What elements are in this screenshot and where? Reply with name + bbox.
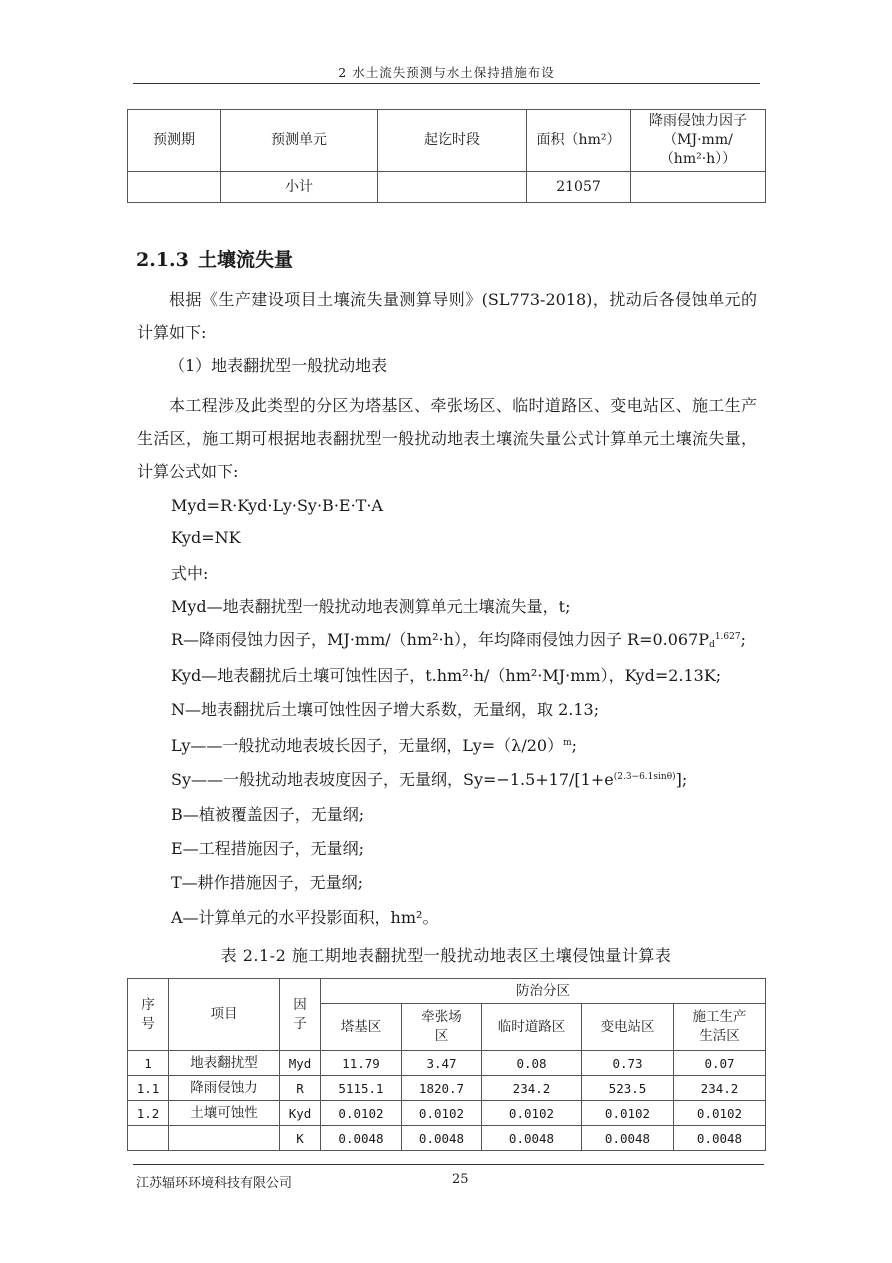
header-rule (133, 83, 760, 84)
table-cell: 11.79 (321, 1051, 402, 1076)
table-cell: 0.0102 (402, 1101, 482, 1126)
table-cell: K (280, 1126, 321, 1151)
table-cell: 234.2 (674, 1076, 766, 1101)
table-cell: 0.0048 (402, 1126, 482, 1151)
table-cell: 0.08 (482, 1051, 582, 1076)
table-cell: 1.1 (128, 1076, 169, 1101)
definition-b: B—植被覆盖因子，无量纲; (171, 805, 365, 824)
definition-kyd: Kyd—地表翻扰后土壤可蚀性因子，t.hm²·h/（hm²·MJ·mm），Kyd=2.13K; (171, 666, 722, 685)
table-cell: 523.5 (582, 1076, 674, 1101)
section-number: 2.1.3 (136, 249, 189, 271)
col-header-zones: 防治分区 (321, 979, 766, 1004)
table-cell: 小计 (221, 172, 378, 203)
formula-kyd: Kyd=NK (171, 528, 241, 547)
col-header: 降雨侵蚀力因子 （MJ·mm/ （hm²·h）） (631, 110, 766, 172)
col-header-factor: 因 子 (280, 979, 321, 1051)
col-header: 预测单元 (221, 110, 378, 172)
col-header: 预测期 (128, 110, 221, 172)
zone-header: 牵张场 区 (402, 1004, 482, 1051)
definition-sy: Sy——一般扰动地表坡度因子，无量纲，$Sy=-1.5+17/[1+e^{(2.3-6.1sin\theta)}]$; (171, 770, 688, 789)
table-cell: 0.0102 (482, 1101, 582, 1126)
table-cell: 0.0102 (582, 1101, 674, 1126)
paragraph-description: 本工程涉及此类型的分区为塔基区、牵张场区、临时道路区、变电站区、施工生产生活区，施工期可根据地表翻扰型一般扰动地表土壤流失量公式计算单元土壤流失量，计算公式如下: (137, 396, 757, 481)
definition-r: R—降雨侵蚀力因子，MJ·mm/（hm²·h），年均降雨侵蚀力因子 $R=0.067P_d^{1.627}$; (171, 630, 746, 650)
section-title: 土壤流失量 (198, 249, 294, 271)
table-cell: 1.2 (128, 1101, 169, 1126)
running-header: 2 水土流失预测与水土保持措施布设 (338, 65, 555, 80)
definition-e: E—工程措施因子，无量纲; (171, 839, 365, 858)
table-cell: 3.47 (402, 1051, 482, 1076)
footer-company: 江苏辐环环境科技有限公司 (136, 1176, 293, 1191)
footer-rule (133, 1164, 764, 1165)
zone-header: 变电站区 (582, 1004, 674, 1051)
definition-ly: Ly——一般扰动地表坡长因子，无量纲，$Ly=(\lambda/20)^m$; (171, 736, 578, 755)
table-cell: 降雨侵蚀力 (169, 1076, 280, 1101)
formula-myd: Myd=R·Kyd·Ly·Sy·B·E·T·A (171, 496, 383, 515)
table-cell: 234.2 (482, 1076, 582, 1101)
table-header-row (128, 110, 766, 172)
table-caption: 表 2.1-2 施工期地表翻扰型一般扰动地表区土壤侵蚀量计算表 (220, 946, 672, 965)
table-row (128, 1051, 766, 1076)
paragraph-subheading: （1）地表翻扰型一般扰动地表 (169, 356, 388, 375)
col-header: 面积（hm²） (527, 110, 631, 172)
where-label: 式中: (171, 564, 209, 583)
table-header-row (128, 979, 766, 1004)
definition-t: T—耕作措施因子，无量纲; (171, 873, 364, 892)
page-number: 25 (452, 1172, 469, 1187)
table-cell (128, 1126, 169, 1151)
table-cell (631, 172, 766, 203)
table-cell: 0.73 (582, 1051, 674, 1076)
table-cell: 0.0048 (321, 1126, 402, 1151)
definition-myd: Myd—地表翻扰型一般扰动地表测算单元土壤流失量，t; (171, 597, 571, 616)
col-header-seq: 序 号 (128, 979, 169, 1051)
table-cell: 地表翻扰型 (169, 1051, 280, 1076)
paragraph-intro: 根据《生产建设项目土壤流失量测算导则》(SL773-2018)，扰动后各侵蚀单元的计算如下: (137, 290, 757, 342)
table-cell (378, 172, 527, 203)
table-cell: 0.0102 (321, 1101, 402, 1126)
zone-header: 临时道路区 (482, 1004, 582, 1051)
definition-n: N—地表翻扰后土壤可蚀性因子增大系数，无量纲，取 2.13; (171, 700, 600, 719)
section-heading (136, 245, 293, 272)
table-cell: Myd (280, 1051, 321, 1076)
definition-a: A—计算单元的水平投影面积，hm²。 (171, 908, 439, 927)
prediction-table-continued (127, 109, 766, 203)
table-row (128, 1076, 766, 1101)
col-header: 起讫时段 (378, 110, 527, 172)
table-cell: 1 (128, 1051, 169, 1076)
table-cell: R (280, 1076, 321, 1101)
subtotal-row (128, 172, 766, 203)
table-cell: 0.07 (674, 1051, 766, 1076)
table-cell: 0.0048 (482, 1126, 582, 1151)
table-cell: 1820.7 (402, 1076, 482, 1101)
table-row (128, 1126, 766, 1151)
table-cell: 0.0102 (674, 1101, 766, 1126)
zone-header: 塔基区 (321, 1004, 402, 1051)
table-cell (128, 172, 221, 203)
table-cell: Kyd (280, 1101, 321, 1126)
table-cell: 土壤可蚀性 (169, 1101, 280, 1126)
table-row (128, 1101, 766, 1126)
zone-header: 施工生产 生活区 (674, 1004, 766, 1051)
table-cell: 0.0048 (582, 1126, 674, 1151)
table-cell: 5115.1 (321, 1076, 402, 1101)
col-header-item: 项目 (169, 979, 280, 1051)
erosion-calculation-table (127, 978, 766, 1151)
table-cell: 0.0048 (674, 1126, 766, 1151)
table-cell: 21057 (527, 172, 631, 203)
table-cell (169, 1126, 280, 1151)
